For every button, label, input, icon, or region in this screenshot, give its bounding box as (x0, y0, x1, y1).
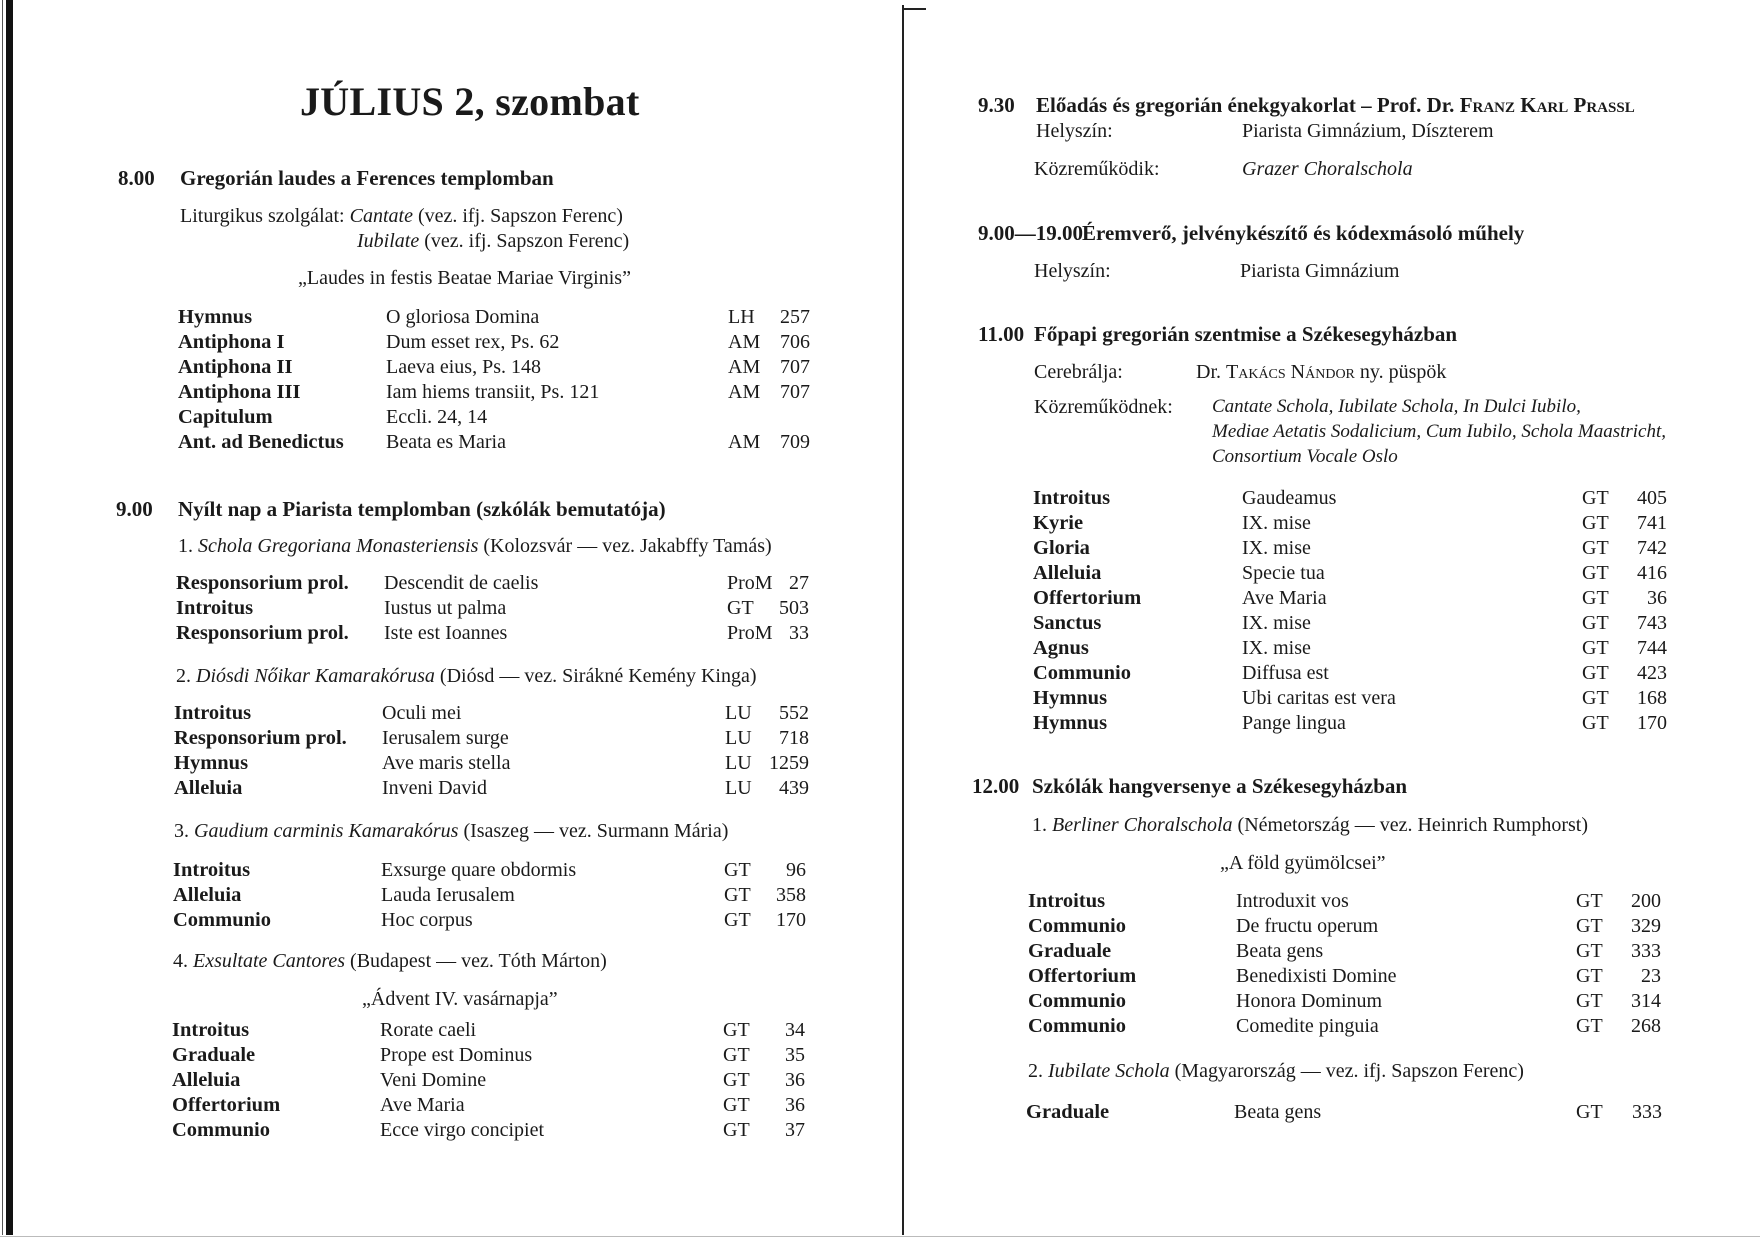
page-number: 552 (779, 702, 809, 724)
liturgical-part: Offertorium (172, 1094, 281, 1116)
page-number: 27 (789, 572, 809, 594)
section-time: 8.00 (118, 166, 155, 190)
service-choir: Iubilate (357, 230, 420, 252)
page-number: 1259 (769, 752, 809, 774)
source-book: LU (725, 727, 752, 749)
chant-title: Laeva eius, Ps. 148 (386, 356, 541, 378)
liturgical-part: Offertorium (1028, 965, 1137, 987)
liturgical-part: Antiphona I (178, 331, 285, 353)
liturgical-part: Agnus (1033, 637, 1089, 659)
program-title: „Laudes in festis Beatae Mariae Virginis” (298, 267, 631, 289)
chant-row (1033, 686, 1667, 711)
liturgical-part: Hymnus (178, 306, 253, 328)
chant-title: IX. mise (1242, 612, 1311, 634)
source-book: GT (724, 909, 751, 931)
page-number: 423 (1637, 662, 1667, 684)
chant-row (1028, 1014, 1661, 1039)
chant-title: Descendit de caelis (384, 572, 539, 594)
source-book: AM (728, 431, 761, 453)
choir-number: 2. (1028, 1060, 1043, 1082)
chant-title: Ubi caritas est vera (1242, 687, 1396, 709)
source-book: GT (1582, 637, 1609, 659)
source-book: GT (1582, 562, 1609, 584)
choir-details: (Magyarország — vez. ifj. Sapszon Ferenc) (1174, 1060, 1524, 1082)
source-book: GT (1582, 537, 1609, 559)
chant-row (1033, 486, 1667, 511)
source-book: GT (1576, 915, 1603, 937)
source-book: GT (1576, 940, 1603, 962)
source-book: GT (723, 1069, 750, 1091)
choir-name: Gaudium carminis Kamarakórus (194, 820, 459, 842)
section-time: 9.30 (978, 93, 1015, 117)
choir-name: Exsultate Cantores (193, 950, 346, 972)
chant-title: Dum esset rex, Ps. 62 (386, 331, 560, 353)
liturgical-part: Introitus (176, 597, 254, 619)
choir-line-1 (1032, 814, 1588, 837)
page-number: 503 (779, 597, 809, 619)
source-book (728, 405, 772, 430)
choir-details: (Diósd — vez. Sirákné Kemény Kinga) (439, 665, 757, 687)
source-book: GT (723, 1044, 750, 1066)
liturgical-part: Alleluia (172, 1069, 241, 1091)
chant-title: IX. mise (1242, 537, 1311, 559)
chant-row (173, 883, 806, 908)
page-title: JÚLIUS 2, szombat (300, 79, 640, 124)
chant-row (176, 596, 809, 621)
liturgical-part: Communio (1028, 1015, 1126, 1037)
chant-row (1033, 511, 1667, 536)
program-title: „A föld gyümölcsei” (1220, 852, 1386, 874)
source-book: GT (724, 884, 751, 906)
lecturer-name: Franz Karl Prassl (1459, 93, 1635, 117)
liturgical-part: Responsorium prol. (176, 622, 349, 644)
choir-details: (Budapest — vez. Tóth Márton) (350, 950, 607, 972)
celebrant-value (1196, 361, 1446, 384)
choir-line-2 (1028, 1060, 1524, 1083)
chant-row (1028, 989, 1661, 1014)
celebrant-label: Cerebrálja: (1034, 361, 1123, 383)
chant-row (172, 1018, 805, 1043)
page-number: 741 (1637, 512, 1667, 534)
chant-title: O gloriosa Domina (386, 306, 540, 328)
page-number: 333 (1632, 1101, 1662, 1123)
chant-row (178, 305, 810, 330)
source-book: GT (1582, 612, 1609, 634)
source-book: ProM (727, 572, 773, 594)
page-number: 34 (785, 1019, 805, 1041)
page-number: 37 (785, 1119, 805, 1141)
chant-row (1033, 636, 1667, 661)
page-number: 257 (780, 306, 810, 328)
section-1200-heading (972, 774, 1408, 799)
choir-number: 2. (176, 665, 191, 687)
page-number: 405 (1637, 487, 1667, 509)
chant-row (173, 858, 806, 883)
contrib-line: Consortium Vocale Oslo (1212, 446, 1398, 467)
page-number: 170 (776, 909, 806, 931)
chant-title: Diffusa est (1242, 662, 1329, 684)
chant-title: Hoc corpus (381, 909, 473, 931)
liturgical-part: Communio (1033, 662, 1131, 684)
chant-table (174, 701, 809, 801)
celebrant-title: ny. püspök (1354, 361, 1447, 383)
contrib-line: Cantate Schola, Iubilate Schola, In Dulci Iubilo, (1212, 396, 1581, 417)
page-number: 358 (776, 884, 806, 906)
venue-value: Piarista Gimnázium (1240, 260, 1400, 282)
section-title: Szkólák hangversenye a Székesegyházban (1032, 774, 1408, 798)
source-book: LH (728, 306, 755, 328)
venue-label: Helyszín: (1034, 260, 1111, 282)
source-book: GT (723, 1094, 750, 1116)
choir-name: Iubilate Schola (1048, 1060, 1170, 1082)
chant-title: Ierusalem surge (382, 727, 509, 749)
chant-row (178, 330, 810, 355)
chant-title: Gaudeamus (1242, 487, 1337, 509)
page-number: 743 (1637, 612, 1667, 634)
liturgical-part: Graduale (1026, 1101, 1110, 1123)
liturgical-part: Graduale (1028, 940, 1112, 962)
chant-row (176, 621, 809, 646)
celebrant-prefix: Dr. (1196, 361, 1226, 383)
chant-row (1028, 939, 1661, 964)
chant-title: Iste est Ioannes (384, 622, 508, 644)
page-number: 742 (1637, 537, 1667, 559)
chant-row (174, 701, 809, 726)
right-page (900, 0, 1760, 1240)
liturgical-part: Communio (1028, 915, 1126, 937)
source-book: GT (1582, 662, 1609, 684)
chant-table (176, 571, 809, 646)
choir-line-4 (173, 950, 607, 973)
source-book: GT (1576, 1101, 1603, 1123)
chant-title: Rorate caeli (380, 1019, 477, 1041)
chant-title: IX. mise (1242, 512, 1311, 534)
chant-title: Comedite pinguia (1236, 1015, 1379, 1037)
chant-row (1033, 586, 1667, 611)
chant-row (1033, 711, 1667, 736)
liturgical-service-line-1 (180, 205, 623, 228)
page-number: 268 (1631, 1015, 1661, 1037)
chant-table (172, 1018, 805, 1143)
chant-title: Oculi mei (382, 702, 462, 724)
section-900-heading (116, 497, 666, 522)
chant-title: IX. mise (1242, 637, 1311, 659)
chant-title: Pange lingua (1242, 712, 1346, 734)
section-time: 9.00—19.00 (978, 221, 1083, 245)
section-title: Nyílt nap a Piarista templomban (szkólák bemutatója) (178, 497, 666, 521)
page-number: 168 (1637, 687, 1667, 709)
chant-row (1033, 536, 1667, 561)
liturgical-part: Alleluia (173, 884, 242, 906)
page-number: 23 (1641, 965, 1661, 987)
source-book: GT (1576, 965, 1603, 987)
section-title: Főpapi gregorián szentmise a Székesegyházban (1034, 322, 1458, 346)
chant-title: Iam hiems transiit, Ps. 121 (386, 381, 600, 403)
page-number: 33 (789, 622, 809, 644)
chant-title: Ave maris stella (382, 752, 511, 774)
liturgical-part: Introitus (174, 702, 252, 724)
chant-table (1028, 889, 1661, 1039)
chant-row (178, 355, 810, 380)
page-number: 707 (780, 356, 810, 378)
chant-title: Exsurge quare obdormis (381, 859, 577, 881)
source-book: GT (1582, 487, 1609, 509)
section-time: 9.00 (116, 497, 153, 521)
page-number: 416 (1637, 562, 1667, 584)
chant-row (178, 430, 810, 455)
chant-row (1026, 1100, 1662, 1125)
chant-title: Ave Maria (380, 1094, 465, 1116)
chant-title: Beata gens (1236, 940, 1324, 962)
choir-line-2 (176, 665, 757, 688)
liturgical-service-line-2 (357, 230, 629, 253)
page-number (772, 405, 810, 430)
chant-title: Eccli. 24, 14 (386, 406, 488, 428)
page-number: 706 (780, 331, 810, 353)
section-930-heading (978, 93, 1635, 118)
chant-row (1033, 661, 1667, 686)
chant-row (172, 1043, 805, 1068)
page-number: 718 (779, 727, 809, 749)
liturgical-part: Introitus (1028, 890, 1106, 912)
liturgical-part: Responsorium prol. (176, 572, 349, 594)
contrib-value: Grazer Choralschola (1242, 158, 1413, 180)
choir-number: 1. (178, 535, 193, 557)
chant-row (178, 405, 810, 430)
liturgical-part: Responsorium prol. (174, 727, 347, 749)
liturgical-part: Alleluia (1033, 562, 1102, 584)
section-title: Gregorián laudes a Ferences templomban (180, 166, 554, 190)
choir-details: (Németország — vez. Heinrich Rumphorst) (1237, 814, 1588, 836)
section-800-heading (118, 166, 554, 191)
source-book: AM (728, 356, 761, 378)
choir-details: (Isaszeg — vez. Surmann Mária) (463, 820, 729, 842)
page-number: 200 (1631, 890, 1661, 912)
choir-line-1 (178, 535, 772, 558)
program-title: „Ádvent IV. vasárnapja” (362, 988, 558, 1010)
chant-title: Introduxit vos (1236, 890, 1349, 912)
page-number: 329 (1631, 915, 1661, 937)
chant-title: Ecce virgo concipiet (380, 1119, 545, 1141)
page-number: 170 (1637, 712, 1667, 734)
section-title: Éremverő, jelvénykészítő és kódexmásoló műhely (1082, 221, 1525, 245)
source-book: GT (1582, 512, 1609, 534)
section-title (1036, 93, 1635, 118)
chant-row (172, 1118, 805, 1143)
chant-title: Beata es Maria (386, 431, 506, 453)
liturgical-part: Introitus (172, 1019, 250, 1041)
chant-title: Benedixisti Domine (1236, 965, 1397, 987)
service-director: (vez. ifj. Sapszon Ferenc) (424, 230, 630, 252)
service-choir: Cantate (349, 205, 413, 227)
contrib-line: Mediae Aetatis Sodalicium, Cum Iubilo, Schola Maastricht, (1212, 421, 1667, 442)
chant-row (1028, 964, 1661, 989)
page-number: 439 (779, 777, 809, 799)
liturgical-part: Introitus (1033, 487, 1111, 509)
choir-line-3 (174, 820, 728, 843)
liturgical-part: Ant. ad Benedictus (178, 431, 344, 453)
chant-table (178, 305, 810, 455)
source-book: GT (1582, 712, 1609, 734)
venue-value: Piarista Gimnázium, Díszterem (1242, 120, 1494, 142)
chant-title: Inveni David (382, 777, 487, 799)
chant-title: De fructu operum (1236, 915, 1379, 937)
choir-details: (Kolozsvár — vez. Jakabffy Tamás) (483, 535, 772, 557)
choir-number: 3. (174, 820, 189, 842)
chant-row (174, 776, 809, 801)
source-book: GT (1576, 890, 1603, 912)
liturgical-part: Communio (172, 1119, 270, 1141)
contrib-label: Közreműködnek: (1034, 396, 1173, 418)
source-book: AM (728, 381, 761, 403)
source-book: GT (1582, 587, 1609, 609)
chant-row (174, 726, 809, 751)
liturgical-part: Graduale (172, 1044, 256, 1066)
source-book: GT (1576, 1015, 1603, 1037)
chant-table (173, 858, 806, 933)
chant-table (1026, 1100, 1662, 1125)
choir-name: Diósdi Nőikar Kamarakórusa (196, 665, 435, 687)
page-number: 709 (780, 431, 810, 453)
choir-number: 1. (1032, 814, 1047, 836)
page-number: 314 (1631, 990, 1661, 1012)
choir-number: 4. (173, 950, 188, 972)
liturgical-part: Antiphona III (178, 381, 301, 403)
page-number: 333 (1631, 940, 1661, 962)
source-book: LU (725, 777, 752, 799)
liturgical-part: Alleluia (174, 777, 243, 799)
section-1100-heading (978, 322, 1458, 347)
liturgical-part: Hymnus (1033, 712, 1108, 734)
contrib-label: Közreműködik: (1034, 158, 1160, 180)
choir-name: Schola Gregoriana Monasteriensis (198, 535, 479, 557)
chant-title: Honora Dominum (1236, 990, 1383, 1012)
section-900-1900-heading (978, 221, 1525, 246)
page-number: 35 (785, 1044, 805, 1066)
chant-row (176, 571, 809, 596)
page-number: 36 (1647, 587, 1667, 609)
chant-title: Lauda Ierusalem (381, 884, 515, 906)
section-time: 11.00 (978, 322, 1025, 346)
page-number: 707 (780, 381, 810, 403)
source-book: GT (723, 1119, 750, 1141)
service-label: Liturgikus szolgálat: (180, 205, 345, 227)
source-book: LU (725, 702, 752, 724)
source-book: GT (727, 597, 754, 619)
liturgical-part: Hymnus (174, 752, 249, 774)
chant-title: Veni Domine (380, 1069, 487, 1091)
liturgical-part: Gloria (1033, 537, 1090, 559)
source-book: LU (725, 752, 752, 774)
liturgical-part: Introitus (173, 859, 251, 881)
chant-table (1033, 486, 1667, 736)
source-book: GT (724, 859, 751, 881)
chant-title: Beata gens (1234, 1101, 1322, 1123)
liturgical-part: Offertorium (1033, 587, 1142, 609)
page-number: 96 (786, 859, 806, 881)
liturgical-part: Capitulum (178, 406, 273, 428)
liturgical-part: Communio (1028, 990, 1126, 1012)
source-book: AM (728, 331, 761, 353)
liturgical-part: Kyrie (1033, 512, 1084, 534)
chant-row (174, 751, 809, 776)
chant-row (1033, 611, 1667, 636)
venue-label: Helyszín: (1036, 120, 1113, 142)
chant-title: Ave Maria (1242, 587, 1327, 609)
chant-row (1033, 561, 1667, 586)
chant-title: Iustus ut palma (384, 597, 507, 619)
liturgical-part: Sanctus (1033, 612, 1102, 634)
chant-row (1028, 914, 1661, 939)
source-book: ProM (727, 622, 773, 644)
chant-row (172, 1093, 805, 1118)
title-text: Előadás és gregorián énekgyakorlat – Prof. Dr. (1036, 93, 1460, 117)
chant-row (1028, 889, 1661, 914)
liturgical-part: Antiphona II (178, 356, 293, 378)
choir-name: Berliner Choralschola (1052, 814, 1233, 836)
chant-row (173, 908, 806, 933)
liturgical-part: Communio (173, 909, 271, 931)
source-book: GT (723, 1019, 750, 1041)
page-number: 36 (785, 1094, 805, 1116)
chant-row (178, 380, 810, 405)
source-book: GT (1582, 687, 1609, 709)
chant-row (172, 1068, 805, 1093)
chant-title: Specie tua (1242, 562, 1325, 584)
page-number: 36 (785, 1069, 805, 1091)
liturgical-part: Hymnus (1033, 687, 1108, 709)
page-number: 744 (1637, 637, 1667, 659)
section-time: 12.00 (972, 774, 1020, 798)
chant-title: Prope est Dominus (380, 1044, 533, 1066)
service-director: (vez. ifj. Sapszon Ferenc) (417, 205, 623, 227)
source-book: GT (1576, 990, 1603, 1012)
celebrant-name: Takács Nándor (1226, 361, 1355, 383)
